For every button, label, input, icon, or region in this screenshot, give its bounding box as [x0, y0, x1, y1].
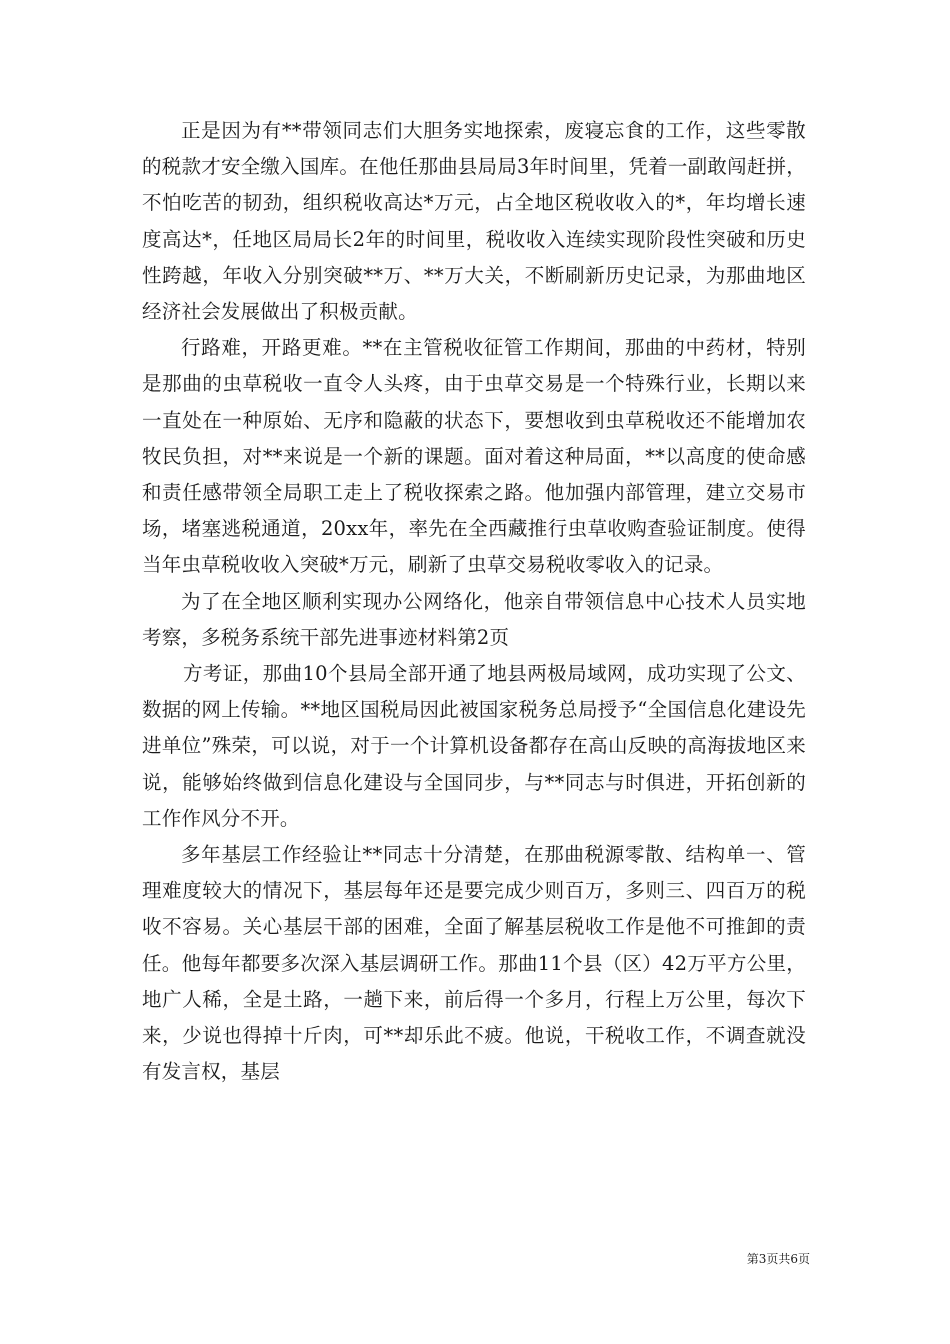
paragraph-2: 行路难，开路更难。**在主管税收征管工作期间，那曲的中药材，特别是那曲的虫草税收一直令人头疼，由于虫草交易是一个特殊行业，长期以来一直处在一种原始、无序和隐蔽的状态下，要想收到虫草税收还不能增加农牧民负担，对**来说是一个新的课题。面对着这种局面，**以高度的使命感和责任感带领全局职工走上了税收探索之路。他加强内部管理，建立交易市场，堵塞逃税通道，20xx年，率先在全西藏推行虫草收购查验证制度。使得当年虫草税收收入突破*万元，刷新了虫草交易税收零收入的记录。 — [142, 336, 806, 577]
body-text — [142, 113, 806, 1090]
paragraph-5: 多年基层工作经验让**同志十分清楚，在那曲税源零散、结构单一、管理难度较大的情况下，基层每年还是要完成少则百万，多则三、四百万的税收不容易。关心基层干部的困难，全面了解基层税收工作是他不可推卸的责任。他每年都要多次深入基层调研工作。那曲11个县（区）42万平方公里，地广人稀，全是土路，一趟下来，前后得一个多月，行程上万公里，每次下来，少说也得掉十斤肉，可**却乐此不疲。他说，干税收工作，不调查就没有发言权，基层 — [142, 843, 806, 1084]
paragraph-1: 正是因为有**带领同志们大胆务实地探索，废寝忘食的工作，这些零散的税款才安全缴入国库。在他任那曲县局局3年时间里，凭着一副敢闯赶拼，不怕吃苦的韧劲，组织税收高达*万元，占全地区税收收入的*，年均增长速度高达*，任地区局局长2年的时间里，税收收入连续实现阶段性突破和历史性跨越，年收入分别突破**万、**万大关，不断刷新历史记录，为那曲地区经济社会发展做出了积极贡献。 — [142, 119, 806, 324]
paragraph-4: 方考证，那曲10个县局全部开通了地县两极局域网，成功实现了公文、数据的网上传输。**地区国税局因此被国家税务总局授予“全国信息化建设先进单位”殊荣，可以说，对于一个计算机设备都存在高山反映的高海拔地区来说，能够始终做到信息化建设与全国同步，与**同志与时俱进，开拓创新的工作作风分不开。 — [142, 662, 806, 830]
page-number-footer: 第3页共6页 — [746, 1252, 810, 1266]
paragraph-3: 为了在全地区顺利实现办公网络化，他亲自带领信息中心技术人员实地考察，多税务系统干部先进事迹材料第2页 — [142, 589, 806, 649]
